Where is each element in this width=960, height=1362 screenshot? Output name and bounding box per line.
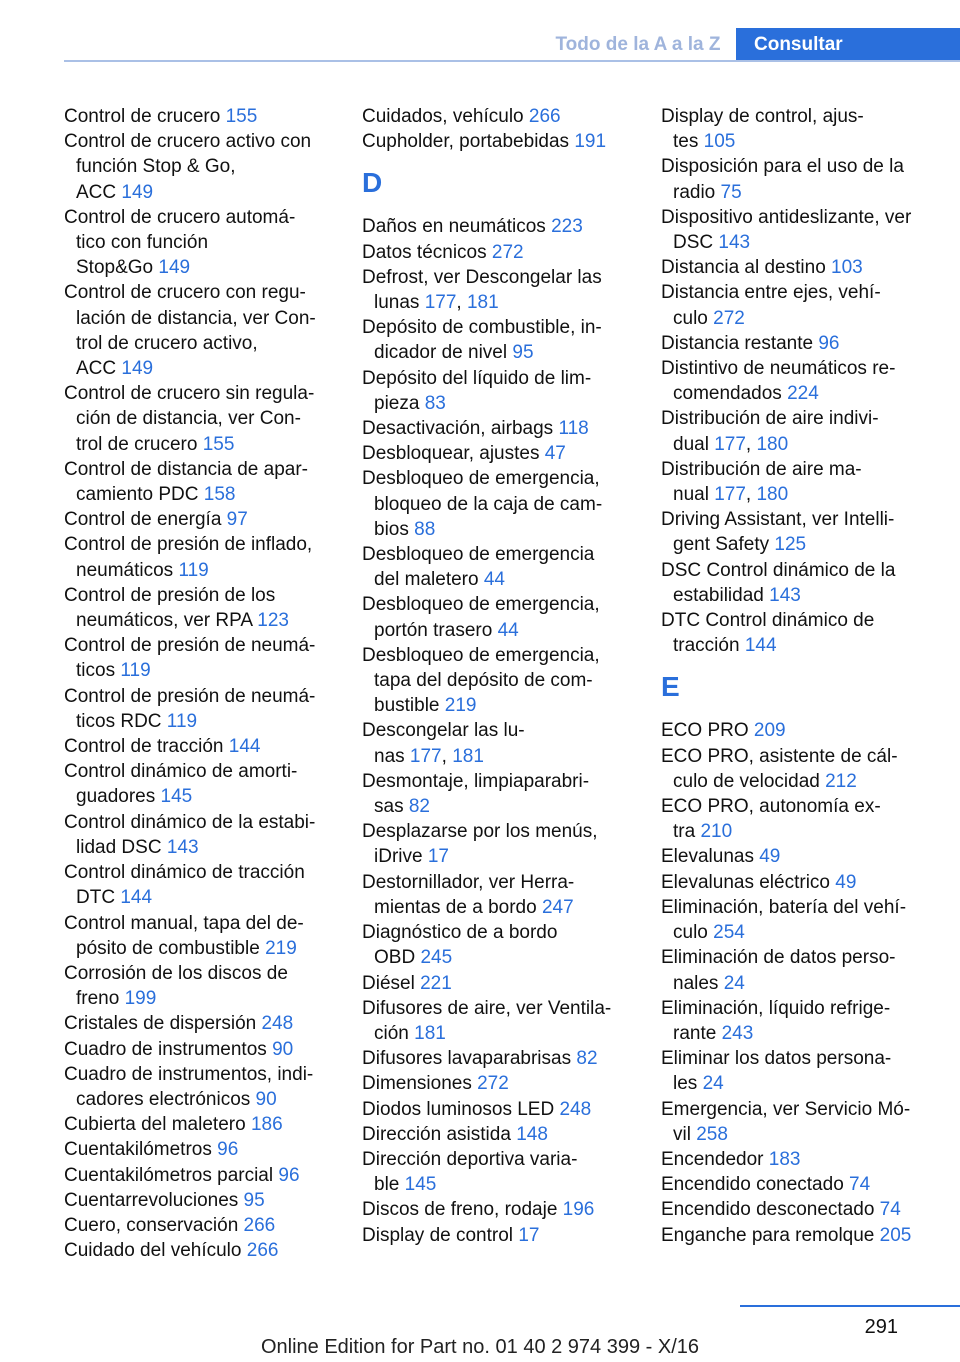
index-entry (661, 406, 957, 456)
page-link[interactable]: 248 (261, 1013, 294, 1035)
index-entry (362, 542, 652, 592)
index-entry (362, 718, 652, 768)
index-entry-term: Desbloqueo de emergencia, bloqueo de la caja de cam- bios (362, 468, 603, 540)
index-entry-separator: , (441, 745, 453, 767)
page-link[interactable]: 144 (120, 887, 153, 909)
index-entry-term: Control de crucero sin regula- ción de distancia, ver Con- trol de crucero (64, 383, 315, 455)
page-link[interactable]: 149 (121, 181, 154, 203)
index-entry-term: Control dinámico de tracción DTC (64, 862, 305, 909)
index-entry (362, 592, 652, 642)
index-entry (64, 1037, 354, 1062)
header-divider (64, 60, 960, 62)
index-entry (362, 1097, 652, 1122)
index-entry (661, 205, 957, 255)
index-entry (64, 759, 354, 809)
index-entry-term: Eliminación de datos perso- nales (661, 947, 896, 994)
index-entry (661, 255, 957, 280)
page-link[interactable]: 144 (744, 635, 777, 657)
index-entry-term: Cuidados, vehículo (362, 106, 524, 127)
page-link[interactable]: 119 (178, 559, 209, 581)
page-link[interactable]: 75 (720, 181, 742, 203)
index-entry (362, 643, 652, 719)
index-entry-term: Cuentakilómetros parcial (64, 1164, 274, 1186)
page-link[interactable]: 177 (409, 745, 442, 767)
index-entry-term: Distancia entre ejes, vehí- culo (661, 282, 881, 329)
index-entry-term: Distribución de aire ma- nual (661, 458, 862, 506)
page-link[interactable]: 49 (759, 846, 781, 868)
page-link[interactable]: 254 (713, 922, 745, 944)
page-link[interactable]: 205 (879, 1224, 912, 1246)
index-entry (661, 356, 957, 406)
page-link[interactable]: 74 (849, 1174, 871, 1196)
page-link[interactable]: 96 (278, 1164, 300, 1186)
page-link[interactable]: 180 (756, 433, 789, 455)
index-entry-term: Depósito del líquido de lim- pieza (362, 367, 592, 414)
index-entry-term: Diagnóstico de a bordo OBD (362, 922, 558, 969)
index-entry (64, 734, 354, 759)
index-entry-term: Control dinámico de amorti- guadores (64, 761, 298, 808)
index-entry (661, 945, 957, 995)
page-link[interactable]: 177 (424, 292, 457, 314)
index-entry-term: Encendedor (661, 1148, 764, 1170)
page-link[interactable]: 243 (721, 1022, 754, 1044)
index-entry-term: DTC Control dinámico de tracción (661, 610, 875, 657)
page-link[interactable]: 96 (818, 332, 840, 354)
index-entry-term: Control de tracción (64, 736, 224, 758)
index-column-2 (362, 104, 652, 1248)
index-entry (661, 104, 957, 154)
page-link[interactable]: 44 (483, 569, 505, 591)
index-entry (362, 240, 652, 265)
index-entry-term: ECO PRO, autonomía ex- tra (661, 796, 881, 843)
index-entry (362, 819, 652, 869)
index-entry (661, 1046, 957, 1096)
page-link[interactable]: 17 (518, 1224, 540, 1246)
index-entry-term: Control manual, tapa del de- pósito de combustible (64, 912, 304, 959)
index-entry (661, 507, 957, 557)
page-link[interactable]: 95 (243, 1189, 265, 1211)
tab-consultar[interactable]: Consultar (736, 28, 960, 62)
index-entry (362, 366, 652, 416)
page-link[interactable]: 149 (121, 358, 154, 380)
page-link[interactable]: 266 (246, 1240, 279, 1262)
page-link[interactable]: 119 (166, 710, 198, 732)
index-entry (661, 1197, 957, 1222)
page-link[interactable]: 212 (825, 770, 857, 792)
index-entry-term: Diodos luminosos LED (362, 1098, 555, 1120)
index-entry (661, 558, 957, 608)
index-entry-term: Cuadro de instrumentos, indi- cadores electrónicos (64, 1063, 314, 1110)
page-link[interactable]: 155 (225, 106, 258, 127)
section-letter: D (362, 167, 383, 199)
index-entry-term: Enganche para remolque (661, 1224, 875, 1246)
index-entry-term: DSC Control dinámico de la estabilidad (661, 559, 896, 606)
page-link[interactable]: 191 (574, 131, 607, 153)
index-entry (362, 214, 652, 239)
index-entry (362, 265, 652, 315)
index-entry-term: Difusores de aire, ver Ventila- ción (362, 997, 612, 1044)
page-link[interactable]: 88 (414, 518, 436, 540)
index-entry-term: Cupholder, portabebidas (362, 131, 570, 153)
index-entry-term: Control de presión de inflado, neumáticos (64, 534, 313, 581)
page-link[interactable]: 221 (420, 972, 452, 994)
page-link[interactable]: 144 (228, 736, 261, 758)
index-entry-term: ECO PRO (661, 720, 749, 742)
page-link[interactable]: 180 (756, 484, 789, 506)
index-entry (362, 769, 652, 819)
page-link[interactable]: 223 (551, 216, 583, 238)
page-link[interactable]: 258 (696, 1123, 728, 1145)
index-entry-term: Control de presión de neumá- ticos RDC (64, 685, 316, 732)
page-number: 291 (864, 1316, 898, 1338)
index-entry-term: Desbloqueo de emergencia, portón trasero (362, 594, 600, 641)
index-entry-term: Depósito de combustible, in- dicador de nivel (362, 317, 602, 364)
page-link[interactable]: 103 (831, 257, 863, 279)
index-entry-term: Destornillador, ver Herra- mientas de a bordo (362, 871, 575, 918)
page-link[interactable]: 119 (120, 660, 151, 682)
index-entry (64, 810, 354, 860)
index-entry (64, 1137, 354, 1162)
index-entry-term: Desplazarse por los menús, iDrive (362, 821, 598, 868)
page-link[interactable]: 90 (272, 1038, 294, 1060)
index-entry (64, 280, 354, 381)
index-entry (64, 1062, 354, 1112)
page-link[interactable]: 24 (702, 1073, 724, 1095)
index-entry (362, 996, 652, 1046)
index-entry (362, 920, 652, 970)
page-link[interactable]: 181 (466, 292, 499, 314)
index-entry-term: ECO PRO, asistente de cál- culo de velocidad (661, 745, 898, 792)
page-link[interactable]: 177 (714, 484, 746, 506)
page-link[interactable]: 49 (835, 871, 857, 893)
page-link[interactable]: 143 (166, 836, 199, 858)
page-link[interactable]: 224 (787, 383, 819, 405)
page-link[interactable]: 123 (257, 610, 289, 632)
index-entry (661, 1172, 957, 1197)
index-entry-term: Eliminar los datos persona- les (661, 1048, 892, 1095)
index-entry (661, 895, 957, 945)
index-entry (64, 911, 354, 961)
index-entry-term: Distribución de aire indivi- dual (661, 408, 879, 455)
page-link[interactable]: 143 (769, 584, 801, 606)
page-link[interactable]: 145 (160, 786, 193, 808)
index-entry-term: Control de presión de los neumáticos, ver RPA (64, 584, 276, 632)
index-entry-separator: , (745, 484, 757, 506)
index-entry-term: Cuidado del vehículo (64, 1240, 242, 1262)
index-entry (661, 1147, 957, 1172)
index-entry (362, 466, 652, 542)
edition-note: Online Edition for Part no. 01 40 2 974 399 - X/16 (260, 1336, 700, 1358)
page-link[interactable]: 90 (255, 1088, 277, 1110)
index-entry (64, 1188, 354, 1213)
page-link[interactable]: 183 (768, 1148, 801, 1170)
index-column-3 (661, 104, 957, 1248)
page-link[interactable]: 199 (124, 988, 157, 1010)
index-entry-term: Control de distancia de apar- camiento PDC (64, 458, 308, 506)
index-entry-term: Desbloqueo de emergencia del maletero (362, 544, 595, 591)
index-entry-term: Cuentarrevoluciones (64, 1189, 239, 1211)
index-entry-term: Cuero, conservación (64, 1214, 239, 1236)
index-entry (64, 1213, 354, 1238)
page-link[interactable]: 83 (424, 392, 446, 414)
page-link[interactable]: 248 (559, 1098, 592, 1120)
index-entry-term: Discos de freno, rodaje (362, 1199, 558, 1221)
index-entry-term: Cubierta del maletero (64, 1114, 246, 1136)
index-entry-term: Eliminación, líquido refrige- rante (661, 997, 891, 1044)
index-entry (362, 129, 652, 154)
page-link[interactable]: 82 (408, 796, 430, 818)
index-entry-term: Descongelar las lu- nas (362, 720, 525, 767)
index-entry-term: Control dinámico de la estabi- lidad DSC (64, 811, 316, 858)
index-entry-term: Desmontaje, limpiaparabri- sas (362, 770, 590, 818)
footer-divider (740, 1305, 960, 1307)
index-entry-term: Cuentakilómetros (64, 1139, 212, 1161)
page-link[interactable]: 186 (250, 1114, 283, 1136)
index-entry (64, 381, 354, 457)
page-link[interactable]: 272 (491, 241, 524, 263)
page-link[interactable]: 181 (414, 1022, 446, 1044)
index-entry (661, 844, 957, 869)
page-link[interactable]: 47 (544, 443, 566, 465)
index-entry-term: Desactivación, airbags (362, 418, 554, 440)
page-link[interactable]: 24 (723, 972, 745, 994)
page-link[interactable]: 145 (404, 1174, 437, 1196)
index-entry-term: Dispositivo antideslizante, ver DSC (661, 206, 912, 254)
index-entry (661, 331, 957, 356)
index-entry-term: Control de energía (64, 509, 222, 531)
page-link[interactable]: 219 (444, 695, 477, 717)
page-link[interactable]: 148 (516, 1123, 548, 1145)
index-entry (64, 457, 354, 507)
index-entry (64, 205, 354, 281)
index-entry-term: Distintivo de neumáticos re- comendados (661, 358, 896, 405)
index-entry-term: Distancia restante (661, 332, 814, 354)
index-entry (661, 457, 957, 507)
page-link[interactable]: 177 (714, 433, 746, 455)
index-entry (64, 1238, 354, 1263)
index-entry-term: Difusores lavaparabrisas (362, 1048, 572, 1070)
index-entry (362, 1071, 652, 1096)
index-entry (362, 104, 652, 129)
index-entry (661, 280, 957, 330)
page-link[interactable]: 44 (497, 619, 519, 641)
index-entry-separator: , (456, 292, 467, 314)
index-entry-term: Defrost, ver Descongelar las lunas (362, 266, 602, 314)
tab-todo-de-la-a-a-la-z[interactable]: Todo de la A a la Z (540, 28, 736, 62)
index-entry-term: Datos técnicos (362, 241, 487, 263)
index-column-1 (64, 104, 354, 1263)
index-entry (362, 1197, 652, 1222)
index-entry (362, 1122, 652, 1147)
index-entry-term: Emergencia, ver Servicio Mó- vil (661, 1098, 911, 1145)
index-entry-term: Elevalunas eléctrico (661, 871, 830, 893)
page-link[interactable]: 149 (158, 257, 191, 279)
index-entry (362, 1147, 652, 1197)
page-link[interactable]: 96 (217, 1139, 239, 1161)
page-link[interactable]: 158 (203, 484, 236, 506)
index-entry-term: Encendido desconectado (661, 1199, 875, 1221)
section-letter: E (661, 671, 680, 703)
page-link[interactable]: 74 (879, 1199, 901, 1221)
page-link[interactable]: 196 (562, 1199, 595, 1221)
index-entry (64, 1011, 354, 1036)
index-entry (64, 1112, 354, 1137)
index-entry (362, 416, 652, 441)
index-entry-term: Driving Assistant, ver Intelli- gent Safety (661, 509, 895, 556)
index-entry-term: Cuadro de instrumentos (64, 1038, 267, 1060)
page-link[interactable]: 181 (452, 745, 484, 767)
index-entry-term: Control de crucero con regu- lación de distancia, ver Con- trol de crucero activo, ACC (64, 282, 316, 380)
index-entry-term: Diésel (362, 972, 415, 994)
index-entry (661, 718, 957, 743)
index-entry-term: Eliminación, batería del vehí- culo (661, 896, 907, 944)
page-link[interactable]: 210 (700, 821, 733, 843)
page-link[interactable]: 82 (576, 1048, 598, 1070)
page-link[interactable]: 272 (477, 1073, 509, 1095)
index-entry (64, 532, 354, 582)
index-entry (64, 507, 354, 532)
index-entry-term: Control de crucero activo con función Stop & Go, ACC (64, 131, 312, 203)
index-entry (661, 744, 957, 794)
index-entry (64, 633, 354, 683)
page-link[interactable]: 95 (512, 342, 534, 364)
index-entry (362, 870, 652, 920)
index-entry-term: Desbloquear, ajustes (362, 443, 540, 465)
index-entry-term: Dimensiones (362, 1073, 472, 1095)
index-entry (362, 971, 652, 996)
index-entry (64, 1163, 354, 1188)
page-link[interactable]: 266 (528, 106, 561, 127)
index-entry (64, 860, 354, 910)
page-link[interactable]: 245 (420, 947, 453, 969)
index-entry-term: Cristales de dispersión (64, 1013, 257, 1035)
index-entry (362, 441, 652, 466)
index-entry-term: Display de control, ajus- tes (661, 106, 864, 153)
index-entry-term: Display de control (362, 1224, 514, 1246)
page-link[interactable]: 266 (243, 1214, 276, 1236)
index-entry (362, 1223, 652, 1248)
index-entry-term: Encendido conectado (661, 1174, 844, 1196)
index-entry (661, 154, 957, 204)
page-link[interactable]: 125 (774, 534, 807, 556)
index-entry (661, 1223, 957, 1248)
index-entry (362, 1046, 652, 1071)
index-entry-term: Control de crucero (64, 106, 221, 127)
index-entry (64, 961, 354, 1011)
index-entry (661, 870, 957, 895)
page-link[interactable]: 97 (226, 509, 248, 531)
index-entry-term: Elevalunas (661, 846, 754, 868)
page-link[interactable]: 219 (265, 937, 297, 959)
page-link[interactable]: 209 (753, 720, 786, 742)
index-entry-term: Daños en neumáticos (362, 216, 546, 238)
index-entry (362, 315, 652, 365)
index-entry (64, 104, 354, 129)
index-entry-term: Control de crucero automá- tico con función Stop&Go (64, 206, 296, 279)
index-entry-term: Distancia al destino (661, 257, 826, 279)
page-link[interactable]: 143 (718, 232, 751, 254)
index-entry (661, 1097, 957, 1147)
index-entry-term: Desbloqueo de emergencia, tapa del depósito de com- bustible (362, 644, 600, 717)
page-link[interactable]: 118 (558, 418, 589, 440)
index-entry-term: Dirección deportiva varia- ble (362, 1148, 578, 1196)
page-link[interactable]: 155 (202, 433, 235, 455)
index-entry-term: Control de presión de neumá- ticos (64, 635, 316, 682)
index-entry (64, 129, 354, 205)
index-entry (661, 608, 957, 658)
page-link[interactable]: 105 (703, 131, 736, 153)
index-entry (64, 684, 354, 734)
page-link[interactable]: 247 (541, 896, 574, 918)
index-entry-term: Dirección asistida (362, 1123, 511, 1145)
index-entry-term: Corrosión de los discos de freno (64, 962, 288, 1010)
index-entry-term: Disposición para el uso de la radio (661, 156, 904, 203)
page-link[interactable]: 17 (427, 846, 449, 868)
index-entry (661, 996, 957, 1046)
index-entry-separator: , (745, 433, 757, 455)
index-entry (661, 794, 957, 844)
page-link[interactable]: 272 (713, 307, 745, 329)
index-entry (64, 583, 354, 633)
